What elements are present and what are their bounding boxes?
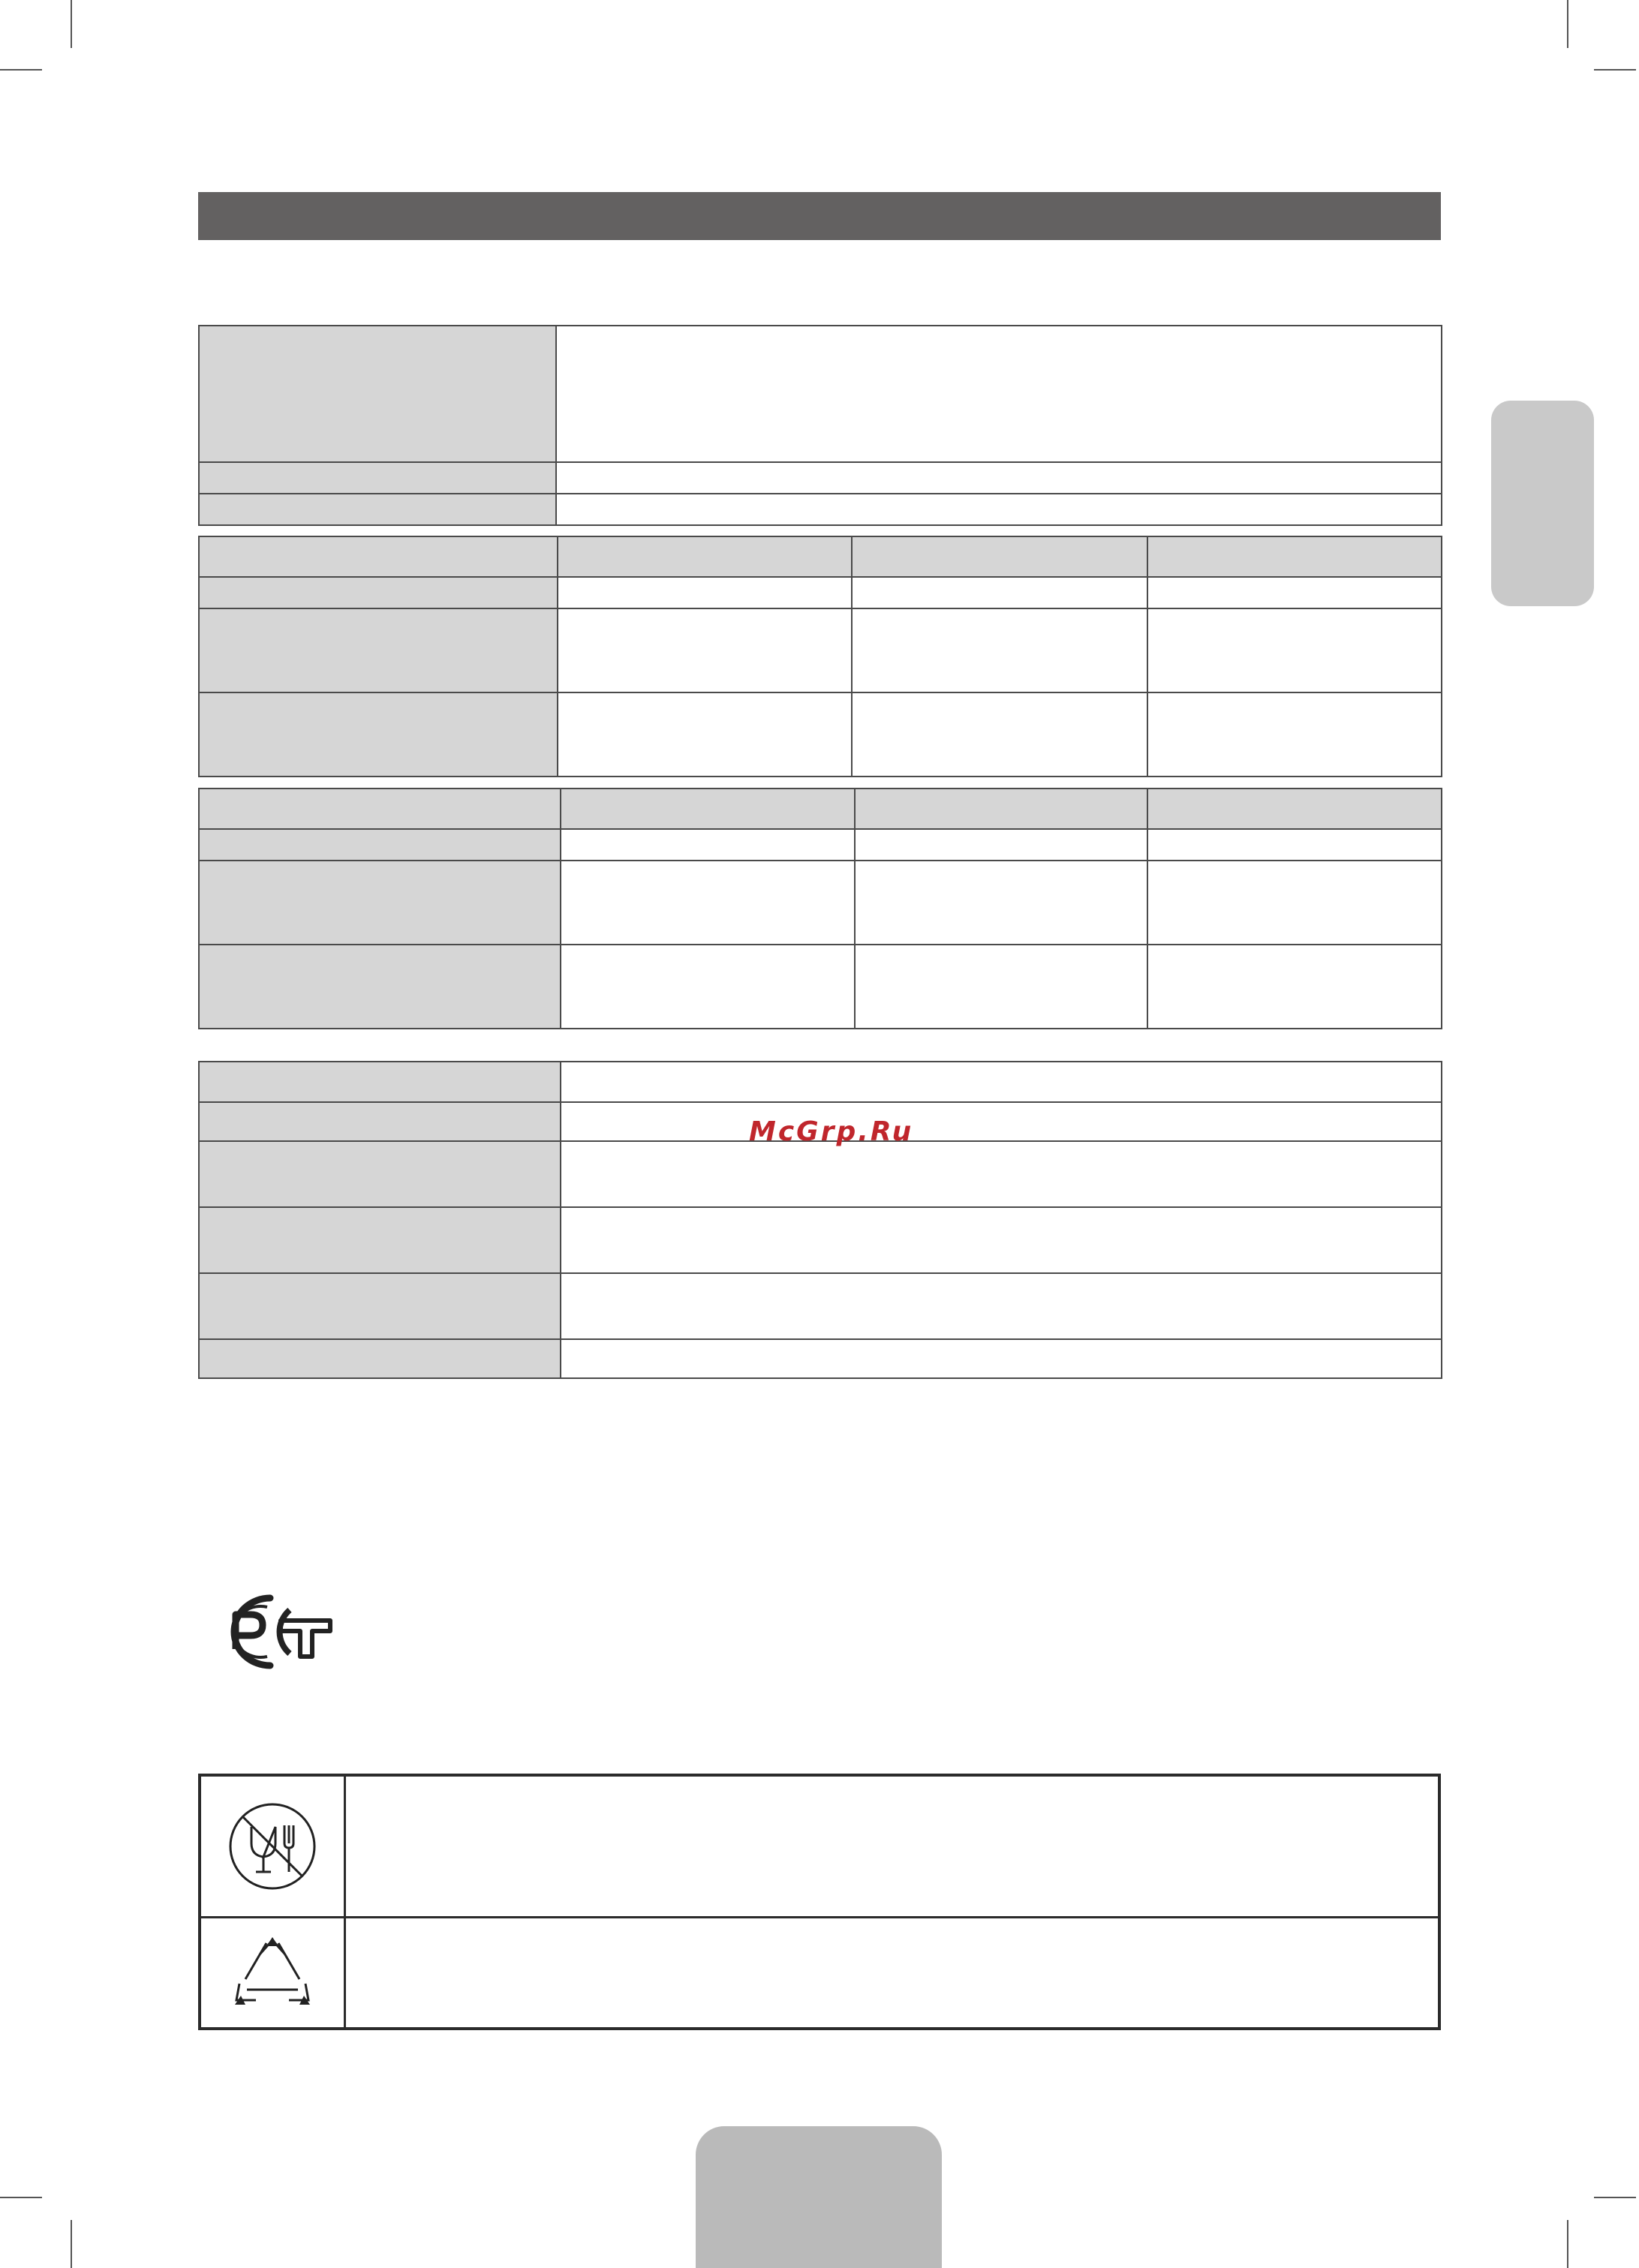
watermark-text: McGrp.Ru — [749, 1116, 914, 1147]
table-row — [199, 1207, 1442, 1273]
symbol-cell — [201, 1918, 344, 2027]
crop-mark — [0, 69, 42, 71]
symbol-cell — [201, 1777, 344, 1916]
table-row — [199, 1062, 1442, 1102]
table-row — [199, 462, 1442, 494]
table-row — [199, 861, 1442, 945]
table-row — [199, 945, 1442, 1029]
not-for-food-icon — [226, 1800, 319, 1893]
table-row — [199, 577, 1442, 608]
crop-mark — [1594, 2197, 1636, 2198]
table-row — [199, 536, 1442, 577]
recycle-icon — [230, 1936, 314, 2011]
crop-mark — [1567, 0, 1568, 48]
table-row — [199, 1273, 1442, 1339]
crop-mark — [0, 2197, 42, 2198]
table-row — [199, 494, 1442, 525]
crop-mark — [1567, 2220, 1568, 2268]
symbol-description — [346, 1918, 1438, 2027]
spec-table-models-a — [198, 536, 1442, 777]
crop-mark — [71, 0, 72, 48]
spec-table-general — [198, 325, 1442, 526]
section-header-bar — [198, 192, 1441, 240]
table-row — [199, 326, 1442, 462]
table-row — [199, 608, 1442, 692]
table-row — [199, 829, 1442, 861]
crop-mark — [1594, 69, 1636, 71]
page-number-tab — [696, 2126, 942, 2268]
material-symbols-table — [198, 1774, 1441, 2030]
pct-certification-icon — [209, 1588, 336, 1676]
table-row — [199, 1141, 1442, 1207]
symbol-description — [346, 1777, 1438, 1916]
language-side-tab — [1491, 401, 1594, 606]
crop-mark — [71, 2220, 72, 2268]
table-row — [199, 692, 1442, 777]
table-row — [199, 789, 1442, 829]
spec-table-models-b — [198, 788, 1442, 1029]
table-row — [199, 1339, 1442, 1378]
spec-table-environment — [198, 1061, 1442, 1379]
